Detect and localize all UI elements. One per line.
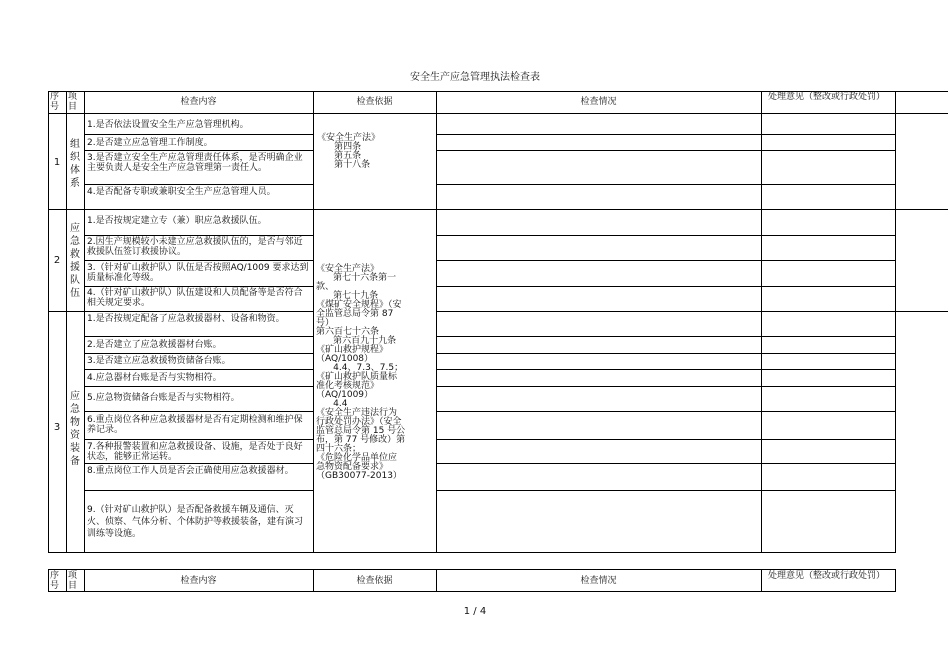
col-line: [761, 569, 762, 592]
row-line: [436, 369, 895, 370]
header-item: 项目: [68, 92, 78, 112]
check-item: 3.是否建立应急救援物资储备台账。: [87, 356, 231, 366]
row-line: [436, 134, 895, 135]
row-line: [436, 439, 895, 440]
col-line: [895, 91, 896, 553]
section-name-2: 应急救援队伍: [70, 223, 80, 299]
check-item: 7.各种报警装置和应急救援设备、设施，是否处于良好状态，能够正常运转。: [87, 442, 303, 462]
row-line: [84, 386, 313, 387]
row-line: [436, 386, 895, 387]
row-line: [436, 235, 895, 236]
header-basis: 检查依据: [356, 576, 393, 586]
check-item: 2.是否建立应急管理工作制度。: [87, 138, 213, 148]
check-item: 5.应急物资储备台账是否与实物相符。: [87, 393, 240, 403]
col-line: [48, 569, 49, 592]
row-line: [436, 353, 895, 354]
header-opinion: 处理意见（整改或行政处罚）: [768, 92, 886, 102]
table-top-border: [48, 569, 895, 570]
header-situation: 检查情况: [580, 97, 617, 107]
section-seq-3: 3: [53, 422, 61, 433]
header-bottom-border: [48, 113, 948, 114]
table-bottom-border: [48, 552, 895, 553]
row-line: [84, 286, 313, 287]
row-line: [436, 150, 895, 151]
check-item: 8.重点岗位工作人员是否会正确使用应急救援器材。: [87, 466, 294, 476]
section-seq-1: 1: [53, 157, 61, 168]
col-line: [436, 91, 437, 553]
check-item: 6.重点岗位各种应急救援器材是否有定期检测和维护保养记录。: [87, 415, 303, 435]
row-line: [436, 411, 895, 412]
check-basis-1: 《安全生产法》 第四条 第五条 第十八条: [317, 133, 381, 170]
row-line: [436, 336, 895, 337]
row-line: [84, 439, 313, 440]
section-seq-2: 2: [53, 255, 61, 266]
header-situation: 检查情况: [580, 576, 617, 586]
section-border: [48, 311, 313, 312]
check-item: 3.（针对矿山救护队）队伍是否按照AQ/1009 要求达到质量标准化等级。: [87, 263, 309, 283]
check-item: 2.是否建立了应急救援器材台账。: [87, 340, 222, 350]
section-name-1: 组织体系: [70, 139, 80, 189]
check-item: 9.（针对矿山救护队）是否配备救援车辆及通信、灭火、侦察、气体分析、个体防护等救援装备，建有演习训练等设施。: [87, 505, 304, 539]
row-line: [84, 369, 313, 370]
page-number: 1 / 4: [463, 606, 487, 617]
row-line: [84, 260, 313, 261]
header-item: 项目: [68, 571, 78, 591]
page-title: 安全生产应急管理执法检查表: [410, 72, 540, 83]
header-content: 检查内容: [180, 97, 217, 107]
check-item: 2.因生产规模较小未建立应急救援队伍的，是否与邻近救援队伍签订救援协议。: [87, 237, 303, 257]
row-line: [84, 463, 313, 464]
section-name-3: 应急物资装备: [70, 391, 80, 467]
check-item: 3.是否建立安全生产应急管理责任体系，是否明确企业主要负责人是安全生产应急管理第一责任人。: [87, 153, 303, 173]
section-border: [436, 311, 948, 312]
row-line: [436, 184, 895, 185]
header-content: 检查内容: [180, 576, 217, 586]
check-item: 4.应急器材台账是否与实物相符。: [87, 373, 222, 383]
row-line: [436, 463, 895, 464]
col-line: [761, 91, 762, 553]
col-line: [66, 569, 67, 592]
row-line: [436, 286, 895, 287]
section-border: [48, 209, 948, 210]
row-line: [84, 184, 313, 185]
row-line: [84, 336, 313, 337]
row-line: [84, 134, 313, 135]
header-basis: 检查依据: [356, 97, 393, 107]
row-line: [84, 150, 313, 151]
check-basis-2-3: 《安全生产法》 第七十六条第一 款、 第七十九条 《煤矿安全规程》（安 全监管总局令第 87 号） 第六百七十六条 第六百九十九条 《矿山救护规程》 （AQ/1008） 4.4、7.3、7.5； 《矿山救护队质量标 准化考核规范》 （AQ/1009） 4.4 《安全生产违法行为 行政处罚办法》（安全 监管总局令第 15 号公 布，第 77 号修改）第 四十六条； 《危险化学品单位应 急物资配备要求》 （GB30077-2013）: [316, 264, 406, 481]
row-line: [436, 260, 895, 261]
check-item: 1.是否按规定建立专（兼）职应急救援队伍。: [87, 216, 267, 226]
check-item: 1.是否按规定配备了应急救援器材、设备和物资。: [87, 314, 285, 324]
header-seq: 序号: [50, 571, 60, 591]
check-item: 4.（针对矿山救护队）队伍建设和人员配备等是否符合相关规定要求。: [87, 288, 303, 308]
col-line: [84, 91, 85, 553]
check-item: 4.是否配备专职或兼职安全生产应急管理人员。: [87, 187, 276, 197]
header-seq: 序号: [50, 92, 60, 112]
col-line: [313, 91, 314, 553]
col-line: [895, 569, 896, 592]
row-line: [84, 353, 313, 354]
check-item: 1.是否依法设置安全生产应急管理机构。: [87, 120, 249, 130]
row-line: [84, 490, 313, 491]
row-line: [436, 490, 895, 491]
col-line: [66, 91, 67, 553]
row-line: [84, 411, 313, 412]
header-bottom-border: [48, 591, 895, 592]
header-opinion: 处理意见（整改或行政处罚）: [768, 571, 886, 581]
row-line: [84, 235, 313, 236]
